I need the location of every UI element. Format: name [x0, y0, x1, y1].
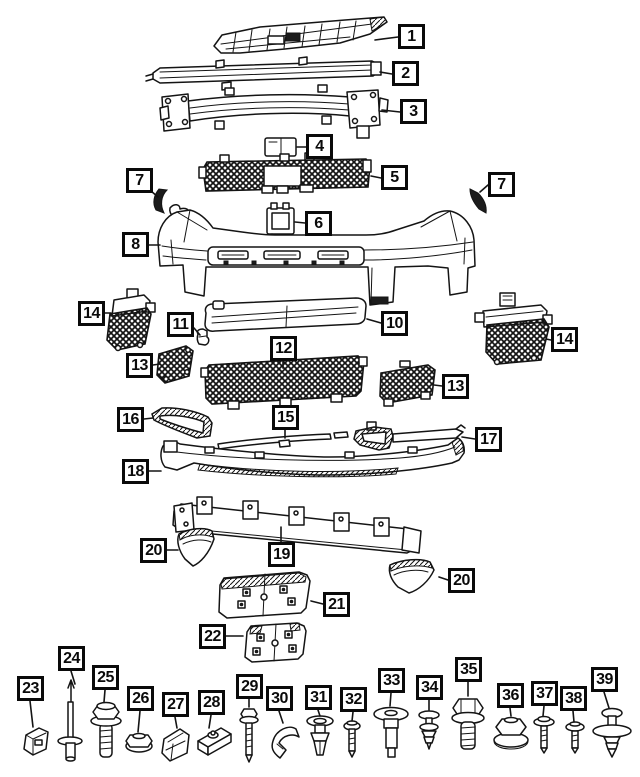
- callout-34[interactable]: 34: [416, 675, 443, 700]
- callout-4[interactable]: 4: [306, 134, 333, 159]
- part-14-bezel-right: [475, 293, 552, 365]
- part-11-clip: [197, 329, 208, 345]
- callout-1[interactable]: 1: [398, 24, 425, 49]
- callout-31[interactable]: 31: [305, 685, 332, 710]
- callout-10[interactable]: 10: [381, 311, 408, 336]
- part-13-insert-right: [380, 361, 435, 406]
- part-34-pin-rivet: [419, 711, 439, 749]
- part-5-upper-grille: [199, 153, 371, 193]
- callout-20-left[interactable]: 20: [140, 538, 167, 563]
- part-16-end-cap: [152, 408, 212, 438]
- callout-16[interactable]: 16: [117, 407, 144, 432]
- part-30-retainer-clip: [272, 727, 299, 758]
- part-25-bolt-washer: [91, 703, 121, 758]
- part-35-hex-bolt: [452, 699, 484, 749]
- callout-26[interactable]: 26: [127, 686, 154, 711]
- part-18-lower-valance: [161, 438, 464, 477]
- callout-37[interactable]: 37: [531, 681, 558, 706]
- callout-15[interactable]: 15: [272, 405, 299, 430]
- callout-14-left[interactable]: 14: [78, 301, 105, 326]
- part-23-clip-nut: [24, 728, 48, 755]
- callout-7-left[interactable]: 7: [126, 168, 153, 193]
- callout-38[interactable]: 38: [560, 686, 587, 711]
- part-7-bracket-right: [470, 189, 486, 213]
- callout-23[interactable]: 23: [17, 676, 44, 701]
- part-13-insert-left: [157, 346, 193, 383]
- callout-27[interactable]: 27: [162, 692, 189, 717]
- part-29-screw: [240, 709, 258, 762]
- part-31-push-pin: [307, 716, 333, 755]
- part-24-rivet: [58, 680, 82, 761]
- part-20-deflector-left: [178, 529, 214, 566]
- part-2-upper-bar: [146, 57, 381, 90]
- callout-12[interactable]: 12: [270, 336, 297, 361]
- callout-11[interactable]: 11: [167, 312, 194, 337]
- part-37-screw: [534, 717, 554, 754]
- callout-19[interactable]: 19: [268, 542, 295, 567]
- callout-32[interactable]: 32: [340, 687, 367, 712]
- callout-28[interactable]: 28: [198, 690, 225, 715]
- part-10-molding: [205, 298, 366, 331]
- part-26-flange-nut: [126, 734, 152, 753]
- callout-13-left[interactable]: 13: [126, 353, 153, 378]
- part-15-trim-strip: [218, 432, 348, 449]
- part-28-u-nut: [198, 728, 231, 755]
- callout-6[interactable]: 6: [305, 211, 332, 236]
- part-20-deflector-right: [389, 560, 434, 593]
- part-22-license-bracket: [245, 623, 306, 662]
- callout-18[interactable]: 18: [122, 459, 149, 484]
- part-6-bracket: [267, 203, 294, 239]
- part-32-screw-small: [344, 721, 360, 757]
- callout-29[interactable]: 29: [236, 674, 263, 699]
- callout-3[interactable]: 3: [400, 99, 427, 124]
- callout-21[interactable]: 21: [323, 592, 350, 617]
- callout-33[interactable]: 33: [378, 668, 405, 693]
- callout-7-right[interactable]: 7: [488, 172, 515, 197]
- callout-17[interactable]: 17: [475, 427, 502, 452]
- callout-5[interactable]: 5: [381, 165, 408, 190]
- part-36-flange-hex-nut: [494, 718, 528, 750]
- callout-13-right[interactable]: 13: [442, 374, 469, 399]
- callout-24[interactable]: 24: [58, 646, 85, 671]
- part-39-push-rivet: [593, 709, 631, 758]
- callout-22[interactable]: 22: [199, 624, 226, 649]
- part-3-reinforcement-beam: [160, 85, 388, 138]
- part-38-screw-small: [566, 722, 584, 753]
- callout-30[interactable]: 30: [266, 686, 293, 711]
- part-1-cowl-grille: [214, 17, 387, 53]
- callout-14-right[interactable]: 14: [551, 327, 578, 352]
- callout-20-right[interactable]: 20: [448, 568, 475, 593]
- part-12-lower-grille: [201, 356, 367, 409]
- callout-8[interactable]: 8: [122, 232, 149, 257]
- part-21-license-bracket: [219, 572, 310, 618]
- part-33-shoulder-rivet: [374, 708, 408, 758]
- callout-25[interactable]: 25: [92, 665, 119, 690]
- part-27-spring-clip: [162, 729, 189, 761]
- callout-2[interactable]: 2: [392, 61, 419, 86]
- part-14-bezel-left: [107, 289, 155, 351]
- callout-36[interactable]: 36: [497, 683, 524, 708]
- callout-39[interactable]: 39: [591, 667, 618, 692]
- callout-35[interactable]: 35: [455, 657, 482, 682]
